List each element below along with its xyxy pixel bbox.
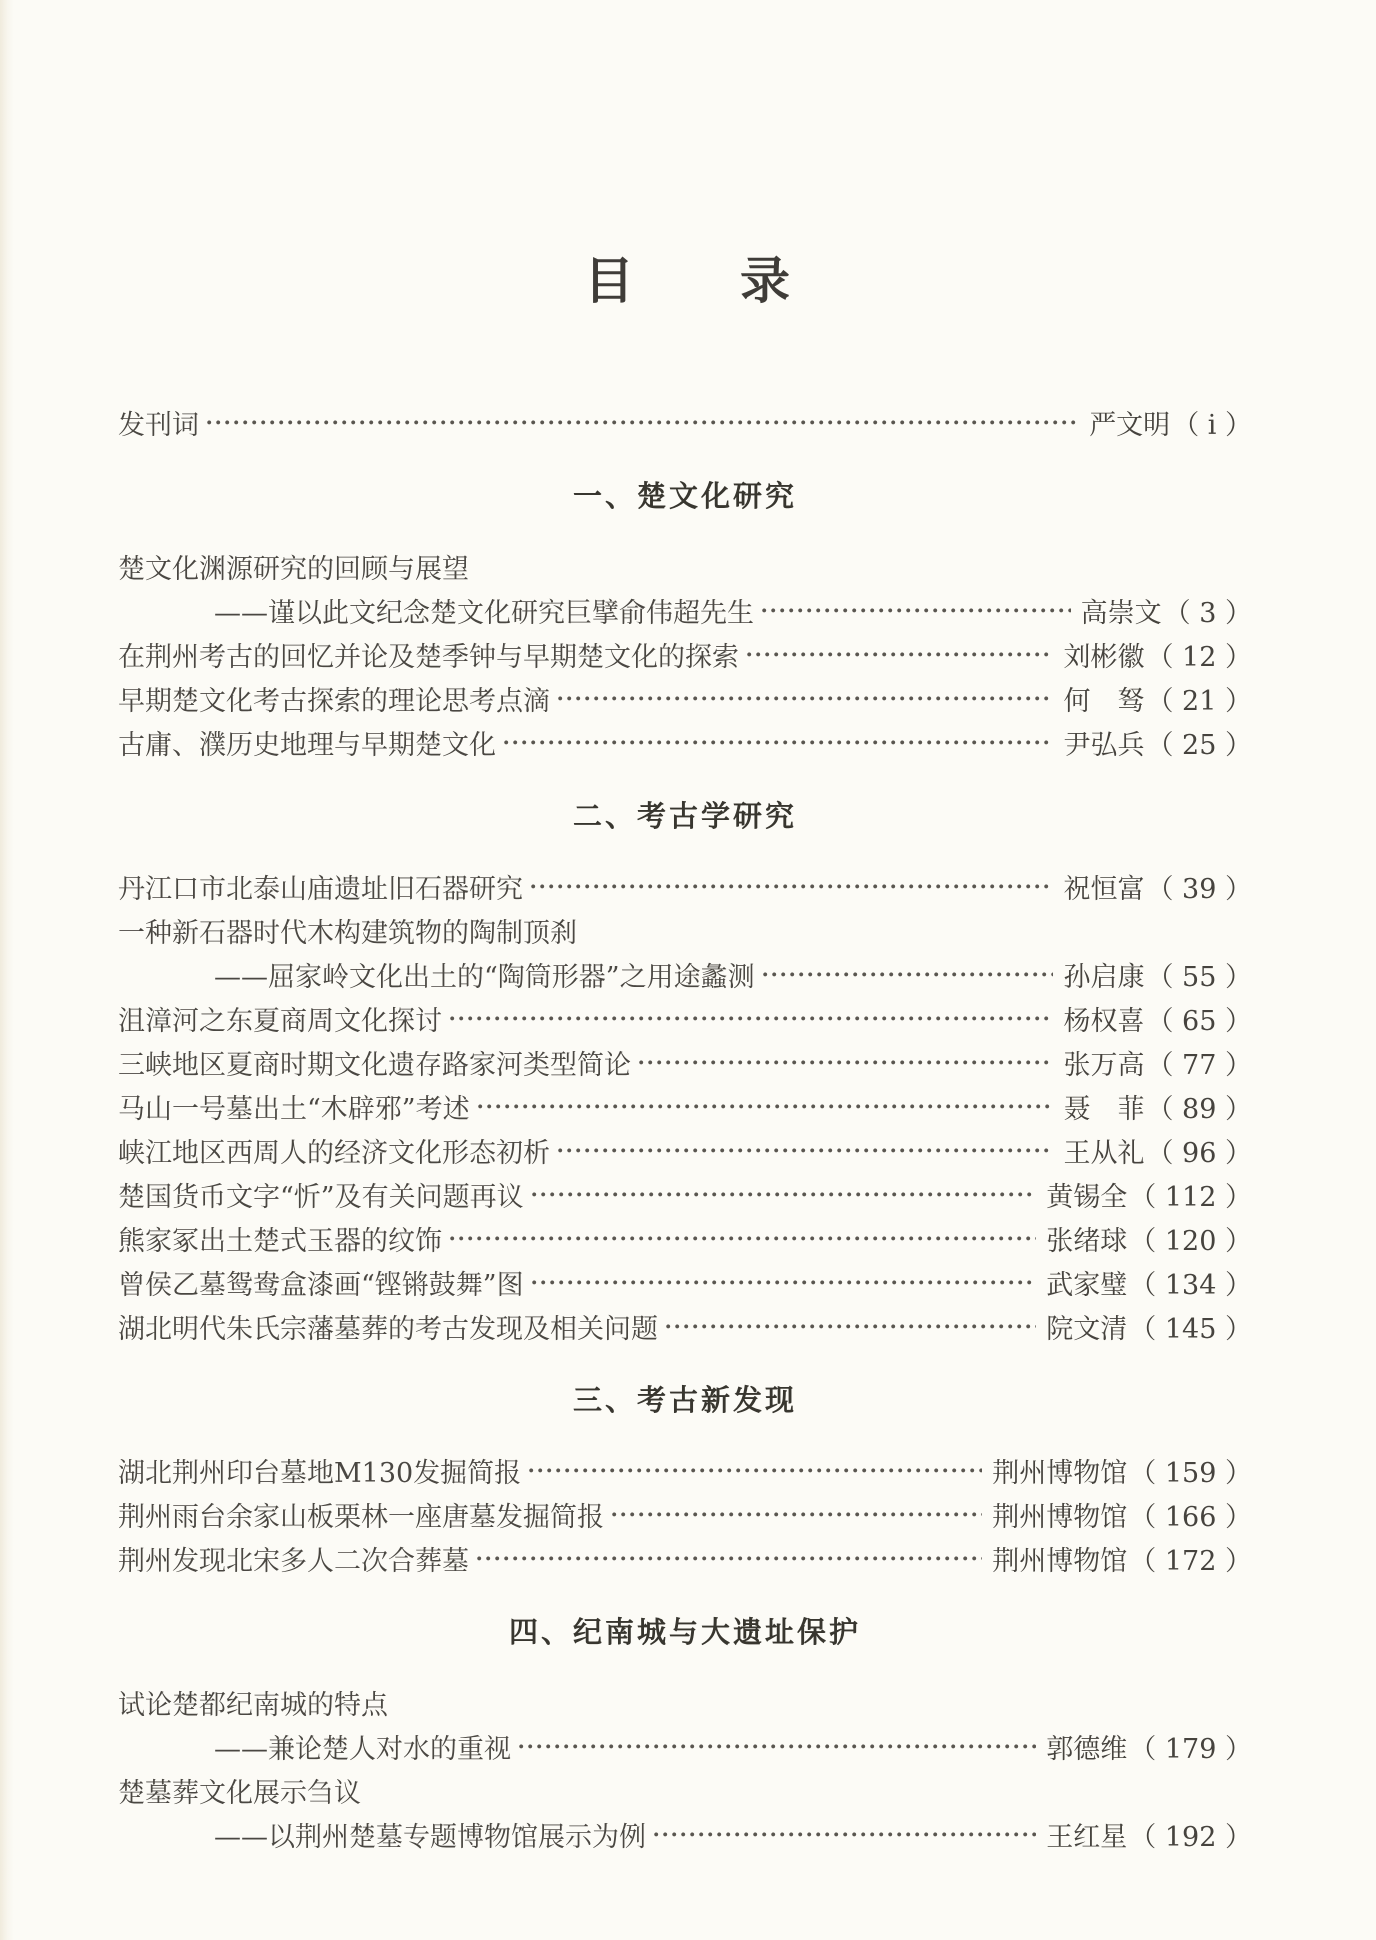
toc-entry-title: 楚文化渊源研究的回顾与展望 bbox=[118, 553, 469, 585]
dot-leader bbox=[450, 1016, 1053, 1021]
section-heading: 三、考古新发现 bbox=[572, 1383, 797, 1417]
toc-entry-page: （ 145 ） bbox=[1129, 1313, 1252, 1345]
toc-entry bbox=[118, 1216, 1252, 1260]
toc-entry bbox=[118, 676, 1252, 720]
dot-leader bbox=[450, 1236, 1036, 1241]
section-heading: 四、纪南城与大遗址保护 bbox=[508, 1615, 861, 1649]
toc-entry-line1 bbox=[118, 1680, 1252, 1724]
toc-entry bbox=[118, 720, 1252, 764]
toc-entry-title: 一种新石器时代木构建筑物的陶制顶刹 bbox=[118, 917, 577, 949]
toc-entry-author: 尹弘兵 bbox=[1063, 729, 1145, 761]
toc-entry-title: 峡江地区西周人的经济文化形态初析 bbox=[118, 1137, 550, 1169]
toc-entry-author: 杨权喜 bbox=[1063, 1005, 1145, 1037]
toc-entry-author: 祝恒富 bbox=[1063, 873, 1145, 905]
dot-leader bbox=[558, 696, 1053, 701]
dot-leader bbox=[763, 972, 1054, 977]
dot-leader bbox=[747, 652, 1053, 657]
toc-entry-title: 沮漳河之东夏商周文化探讨 bbox=[118, 1005, 442, 1037]
toc-entry-title: 古庸、濮历史地理与早期楚文化 bbox=[118, 729, 496, 761]
toc-entry-author: 王从礼 bbox=[1063, 1137, 1145, 1169]
dot-leader bbox=[529, 1468, 982, 1473]
dot-leader bbox=[612, 1512, 982, 1517]
toc-entry-title: 早期楚文化考古探索的理论思考点滴 bbox=[118, 685, 550, 717]
toc-entry bbox=[118, 1492, 1252, 1536]
toc-entry-title: 发刊词 bbox=[118, 409, 199, 441]
toc-entry-page: （ 21 ） bbox=[1146, 685, 1252, 717]
dot-leader bbox=[207, 420, 1079, 425]
dot-leader bbox=[639, 1060, 1053, 1065]
toc-entry bbox=[118, 1260, 1252, 1304]
toc-entry-title: 丹江口市北泰山庙遗址旧石器研究 bbox=[118, 873, 523, 905]
toc-entry-author: 何 驽 bbox=[1063, 685, 1145, 717]
toc-entry-author: 孙启康 bbox=[1063, 961, 1145, 993]
toc-entry-author: 荆州博物馆 bbox=[992, 1457, 1128, 1489]
toc-entry-page: （ 192 ） bbox=[1129, 1821, 1252, 1853]
toc-entry-page: （ 65 ） bbox=[1146, 1005, 1252, 1037]
toc-entry-author: 荆州博物馆 bbox=[992, 1545, 1128, 1577]
toc-entry-title: 楚墓葬文化展示刍议 bbox=[118, 1777, 361, 1809]
toc-entry-page: （ 55 ） bbox=[1146, 961, 1252, 993]
toc-entry-author: 黄锡全 bbox=[1046, 1181, 1128, 1213]
toc-entry-page: （ 159 ） bbox=[1129, 1457, 1252, 1489]
toc-entry bbox=[118, 400, 1252, 444]
toc-entry-page: （ 166 ） bbox=[1129, 1501, 1252, 1533]
dot-leader bbox=[558, 1148, 1053, 1153]
toc-entry-author: 聂 菲 bbox=[1063, 1093, 1145, 1125]
toc-entry-author: 张绪球 bbox=[1046, 1225, 1128, 1257]
toc-list bbox=[0, 400, 1376, 1856]
toc-entry-line1 bbox=[118, 544, 1252, 588]
dot-leader bbox=[478, 1104, 1054, 1109]
toc-entry bbox=[118, 1128, 1252, 1172]
toc-entry-title: 在荆州考古的回忆并论及楚季钟与早期楚文化的探索 bbox=[118, 641, 739, 673]
toc-entry-author: 严文明 bbox=[1089, 409, 1171, 441]
toc-entry-line1 bbox=[118, 1768, 1252, 1812]
dot-leader bbox=[532, 1280, 1037, 1285]
toc-entry-line2 bbox=[118, 1724, 1252, 1768]
toc-entry-title: ——以荆州楚墓专题博物馆展示为例 bbox=[214, 1821, 646, 1853]
toc-entry-page: （ 134 ） bbox=[1129, 1269, 1252, 1301]
toc-entry-title: 湖北荆州印台墓地M130发掘简报 bbox=[118, 1457, 522, 1489]
toc-entry-page: （ 112 ） bbox=[1129, 1181, 1252, 1213]
toc-entry bbox=[118, 864, 1252, 908]
page-title: 目 录 bbox=[584, 251, 792, 310]
toc-entry-page: （ 25 ） bbox=[1146, 729, 1252, 761]
toc-entry-line1 bbox=[118, 908, 1252, 952]
toc-entry-title: 荆州雨台余家山板栗林一座唐墓发掘简报 bbox=[118, 1501, 604, 1533]
toc-entry-title: 湖北明代朱氏宗藩墓葬的考古发现及相关问题 bbox=[118, 1313, 658, 1345]
toc-entry-page: （ 96 ） bbox=[1146, 1137, 1252, 1169]
toc-entry bbox=[118, 1536, 1252, 1580]
toc-entry-page: （ 172 ） bbox=[1129, 1545, 1252, 1577]
toc-entry bbox=[118, 1304, 1252, 1348]
dot-leader bbox=[654, 1832, 1036, 1837]
dot-leader bbox=[762, 608, 1071, 613]
toc-entry-page: （ 179 ） bbox=[1129, 1733, 1252, 1765]
toc-entry-author: 武家璧 bbox=[1046, 1269, 1128, 1301]
toc-entry bbox=[118, 996, 1252, 1040]
toc-entry bbox=[118, 632, 1252, 676]
toc-entry-line2 bbox=[118, 1812, 1252, 1856]
toc-entry-title: 荆州发现北宋多人二次合葬墓 bbox=[118, 1545, 469, 1577]
toc-entry-title: 熊家冢出土楚式玉器的纹饰 bbox=[118, 1225, 442, 1257]
toc-entry-author: 张万高 bbox=[1063, 1049, 1145, 1081]
toc-entry-page: （ 39 ） bbox=[1146, 873, 1252, 905]
toc-entry-page: （ 89 ） bbox=[1146, 1093, 1252, 1125]
toc-entry-title: 试论楚都纪南城的特点 bbox=[118, 1689, 388, 1721]
dot-leader bbox=[531, 884, 1053, 889]
toc-entry-author: 郭德维 bbox=[1046, 1733, 1128, 1765]
toc-entry-page: （ 3 ） bbox=[1163, 597, 1252, 629]
dot-leader bbox=[532, 1192, 1037, 1197]
dot-leader bbox=[666, 1324, 1036, 1329]
toc-entry-title: ——谨以此文纪念楚文化研究巨擘俞伟超先生 bbox=[214, 597, 754, 629]
toc-entry-author: 院文清 bbox=[1046, 1313, 1128, 1345]
toc-entry-title: 曾侯乙墓鸳鸯盒漆画“铿锵鼓舞”图 bbox=[118, 1269, 524, 1301]
toc-entry-title: 马山一号墓出土“木辟邪”考述 bbox=[118, 1093, 470, 1125]
toc-entry-page: （ 77 ） bbox=[1146, 1049, 1252, 1081]
dot-leader bbox=[519, 1744, 1036, 1749]
toc-entry bbox=[118, 1040, 1252, 1084]
dot-leader bbox=[504, 740, 1053, 745]
section-heading: 二、考古学研究 bbox=[572, 799, 797, 833]
section-heading: 一、楚文化研究 bbox=[572, 479, 797, 513]
toc-entry-page: （ 12 ） bbox=[1146, 641, 1252, 673]
toc-entry-author: 王红星 bbox=[1046, 1821, 1128, 1853]
dot-leader bbox=[477, 1556, 982, 1561]
toc-entry-page: （ ⅰ ） bbox=[1172, 409, 1252, 441]
toc-entry-title: ——屈家岭文化出土的“陶筒形器”之用途蠡测 bbox=[214, 961, 755, 993]
toc-entry-line2 bbox=[118, 588, 1252, 632]
toc-entry-title: ——兼论楚人对水的重视 bbox=[214, 1733, 511, 1765]
toc-entry-author: 高崇文 bbox=[1080, 597, 1162, 629]
toc-entry bbox=[118, 1448, 1252, 1492]
toc-entry-page: （ 120 ） bbox=[1129, 1225, 1252, 1257]
toc-entry-author: 刘彬徽 bbox=[1063, 641, 1145, 673]
toc-entry-title: 三峡地区夏商时期文化遗存路家河类型简论 bbox=[118, 1049, 631, 1081]
toc-entry bbox=[118, 1172, 1252, 1216]
toc-entry bbox=[118, 1084, 1252, 1128]
toc-entry-title: 楚国货币文字“忻”及有关问题再议 bbox=[118, 1181, 524, 1213]
toc-entry-author: 荆州博物馆 bbox=[992, 1501, 1128, 1533]
toc-entry-line2 bbox=[118, 952, 1252, 996]
